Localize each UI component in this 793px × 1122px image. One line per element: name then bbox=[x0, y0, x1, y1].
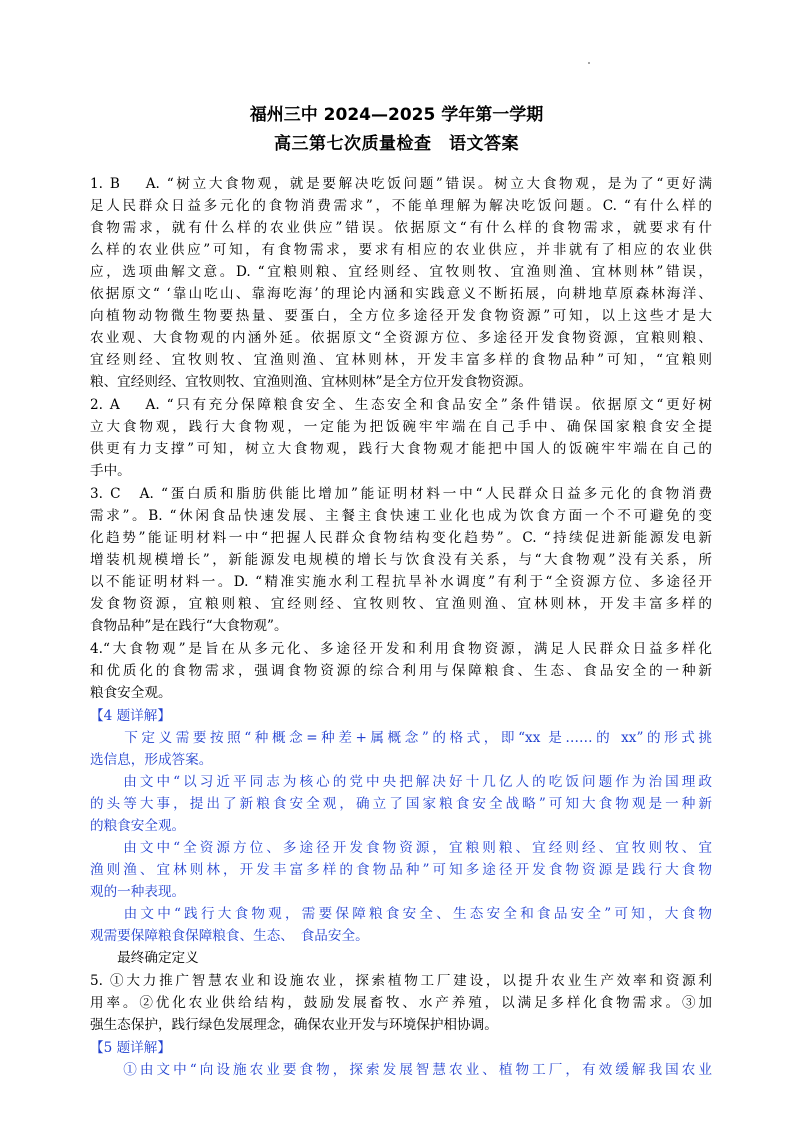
q4-answer-line-2: 和优质化的食物需求，强调食物资源的综合利用与保障粮食、生态、食品安全的一种新 bbox=[90, 663, 712, 679]
q4-explanation-line-5: 的粮食安全观。 bbox=[90, 818, 186, 834]
q4-explanation-line-4: 的头等大事，提出了新粮食安全观，确立了国家粮食安全战略”可知大食物观是一种新 bbox=[90, 796, 712, 812]
q1-answer-line-5: 应，选项曲解文意。D. “宜粮则粮、宜经则经、宜牧则牧、宜渔则渔、宜林则林”错误， bbox=[90, 264, 712, 280]
document-subtitle: 高三第七次质量检查 语文答案 bbox=[274, 134, 519, 154]
q5-answer-line-2: 用率。②优化农业供给结构，鼓励发展畜牧、水产养殖，以满足多样化食物需求。③加 bbox=[90, 995, 712, 1011]
q3-answer-line-3: 化趋势”能证明材料一中“把握人民群众食物结构变化趋势”。C. “持续促进新能源发电新 bbox=[90, 530, 712, 546]
q1-answer-line-10: 粮、宜经则经、宜牧则牧、宜渔则渔、宜林则林”是全方位开发食物资源。 bbox=[90, 374, 532, 390]
q1-answer-line-3: 食物需求，就有什么样的农业供应”错误。依据原文“有什么样的食物需求，就要求有什 bbox=[90, 220, 712, 236]
q4-explanation-line-6: 由文中“全资源方位、多途径开发食物资源，宜粮则粮、宜经则经、宜牧则牧、宜 bbox=[90, 840, 712, 856]
q3-answer-line-2: 需求”。B. “休闲食品快速发展、主餐主食快速工业化也成为饮食方面一个不可避免的变 bbox=[90, 508, 712, 524]
q4-explanation-line-2: 选信息，形成答案。 bbox=[90, 752, 213, 768]
q4-explanation-line-1: 下定义需要按照“种概念=种差+属概念”的格式，即“xx 是……的 xx”的形式挑 bbox=[90, 730, 712, 746]
q3-answer-line-4: 增装机规模增长”，新能源发电规模的增长与饮食没有关系，与“大食物观”没有关系，所 bbox=[90, 552, 712, 568]
q5-explanation-heading: 【5 题详解】 bbox=[90, 1040, 171, 1056]
q1-answer-line-7: 向植物动物微生物要热量、要蛋白，全方位多途径开发食物资源”可知，以上这些才是大 bbox=[90, 308, 712, 324]
q4-answer-line-1: 4.“大食物观”是旨在从多元化、多途径开发和利用食物资源，满足人民群众日益多样化 bbox=[90, 641, 712, 657]
q3-answer-line-1: 3. C A. “蛋白质和脂肪供能比增加”能证明材料一中“人民群众日益多元化的食物消费 bbox=[90, 486, 712, 502]
q2-answer-line-4: 手中。 bbox=[90, 463, 131, 479]
q1-answer-line-4: 么样的农业供应”可知，有食物需求，要求有相应的农业供应，并非就有了相应的农业供 bbox=[90, 242, 712, 258]
q5-explanation-line-1: ①由文中“向设施农业要食物，探索发展智慧农业、植物工厂，有效缓解我国农业 bbox=[90, 1062, 712, 1078]
q4-explanation-heading: 【4 题详解】 bbox=[90, 708, 171, 724]
q4-answer-line-3: 粮食安全观。 bbox=[90, 685, 172, 701]
q5-answer-line-1: 5. ①大力推广智慧农业和设施农业，探索植物工厂建设，以提升农业生产效率和资源利 bbox=[90, 973, 712, 989]
q2-answer-line-1: 2. A A. “只有充分保障粮食安全、生态安全和食品安全”条件错误。依据原文“更好树 bbox=[90, 397, 712, 413]
document-title: 福州三中 2024—2025 学年第一学期 bbox=[249, 105, 544, 125]
scan-dot-mark bbox=[588, 62, 590, 64]
q1-answer-line-2: 足人民群众日益多元化的食物消费需求”，不能单理解为解决吃饭问题。C. “有什么样的 bbox=[90, 198, 712, 214]
q3-answer-line-6: 发食物资源，宜粮则粮、宜经则经、宜牧则牧、宜渔则渔、宜林则林，开发丰富多样的 bbox=[90, 596, 712, 612]
q4-explanation-line-9: 由文中“践行大食物观，需要保障粮食安全、生态安全和食品安全”可知，大食物 bbox=[90, 906, 712, 922]
q2-answer-line-3: 供更有力支撑”可知，树立大食物观，践行大食物观才能把中国人的饭碗牢牢端在自己的 bbox=[90, 441, 712, 457]
q3-answer-line-5: 以不能证明材料一。D. “精准实施水利工程抗旱补水调度”有利于“全资源方位、多途径开 bbox=[90, 574, 712, 590]
q1-answer-line-1: 1. B A. “树立大食物观，就是要解决吃饭问题”错误。树立大食物观，是为了“更好满 bbox=[90, 176, 712, 192]
q4-final-definition-note: 最终确定定义 bbox=[90, 950, 199, 966]
q1-answer-line-8: 农业观、大食物观的内涵外延。依据原文“全资源方位、多途径开发食物资源，宜粮则粮、 bbox=[90, 330, 712, 346]
q2-answer-line-2: 立大食物观，践行大食物观，一定能为把饭碗牢牢端在自己手中、确保国家粮食安全提 bbox=[90, 419, 712, 435]
q3-answer-line-7: 食物品种”是在践行“大食物观”。 bbox=[90, 618, 288, 634]
q1-answer-line-9: 宜经则经、宜牧则牧、宜渔则渔、宜林则林，开发丰富多样的食物品种”可知，“宜粮则 bbox=[90, 352, 712, 368]
q4-explanation-line-10: 观需要保障粮食保障粮食、生态、 食品安全。 bbox=[90, 928, 369, 944]
q5-answer-line-3: 强生态保护，践行绿色发展理念，确保农业开发与环境保护相协调。 bbox=[90, 1017, 498, 1033]
q4-explanation-line-7: 渔则渔、宜林则林，开发丰富多样的食物品种”可知多途径开发食物资源是践行大食物 bbox=[90, 862, 712, 878]
q4-explanation-line-3: 由文中“以习近平同志为核心的党中央把解决好十几亿人的吃饭问题作为治国理政 bbox=[90, 774, 712, 790]
q1-answer-line-6: 依据原文“ ‘靠山吃山、靠海吃海’的理论内涵和实践意义不断拓展，向耕地草原森林海洋、 bbox=[90, 286, 712, 302]
q4-explanation-line-8: 观的一种表现。 bbox=[90, 884, 186, 900]
